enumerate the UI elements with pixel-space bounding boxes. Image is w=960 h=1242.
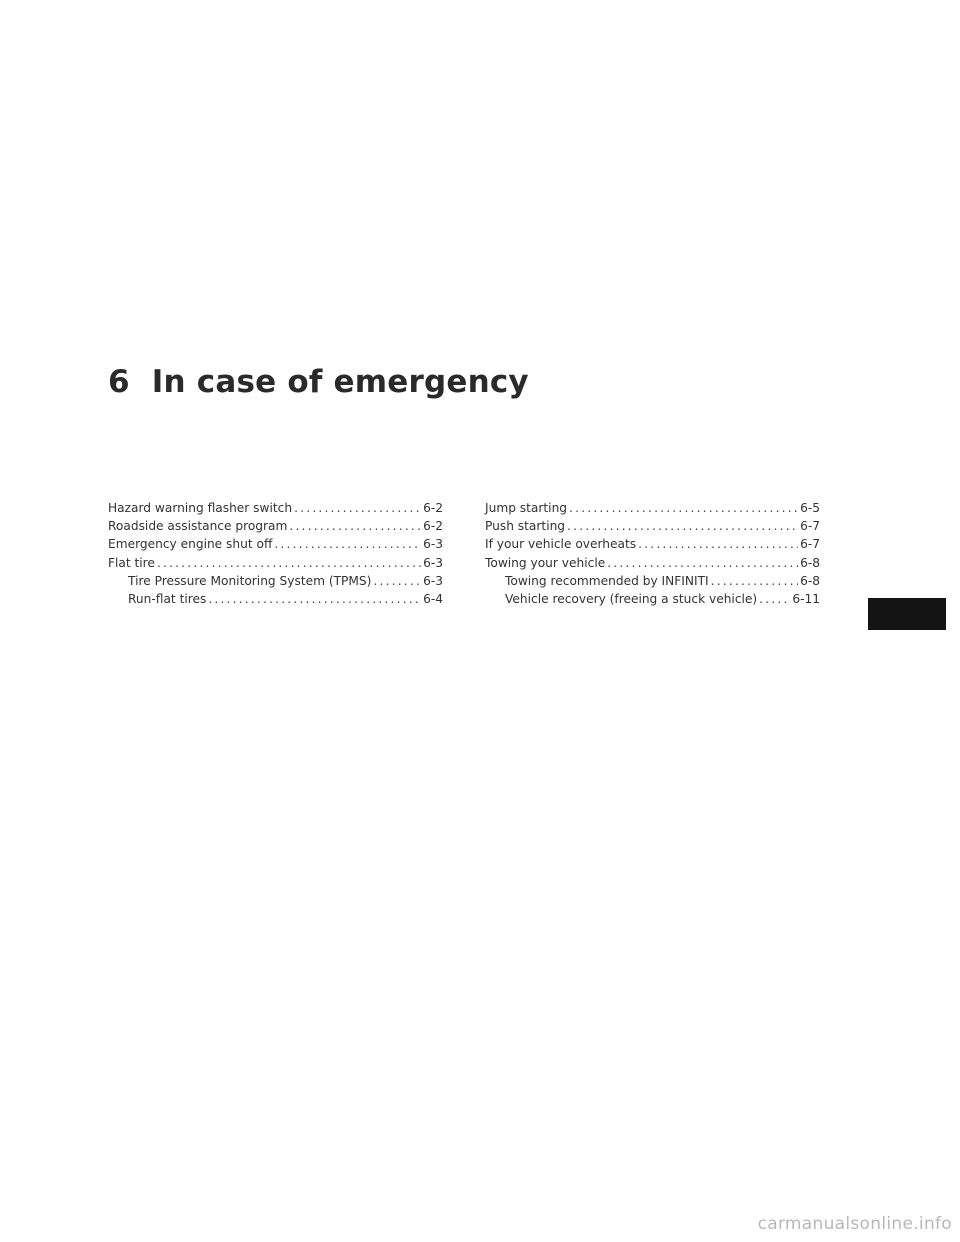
toc-left-column bbox=[108, 499, 443, 608]
toc-entry-page: 6-11 bbox=[792, 591, 820, 606]
toc-entry[interactable] bbox=[108, 499, 443, 517]
toc-subentry[interactable] bbox=[108, 590, 443, 608]
toc-entry-label: Towing your vehicle bbox=[485, 555, 606, 570]
toc-entry-label: Hazard warning flasher switch bbox=[108, 501, 293, 515]
toc-subentry[interactable] bbox=[485, 590, 820, 608]
toc-entry-page: 6-2 bbox=[423, 519, 443, 534]
toc-leader-dots bbox=[294, 499, 421, 517]
chapter-side-tab bbox=[868, 598, 946, 630]
toc-leader-dots bbox=[607, 554, 798, 572]
toc-entry-page: 6-3 bbox=[423, 573, 443, 588]
toc-entry-label: Emergency engine shut off bbox=[108, 537, 273, 552]
toc-leader-dots bbox=[638, 535, 798, 553]
toc-entry-label: Run-flat tires bbox=[128, 591, 207, 606]
toc-subentry[interactable] bbox=[108, 572, 443, 590]
toc-entry-label: Towing recommended by INFINITI bbox=[505, 573, 709, 588]
toc-leader-dots bbox=[289, 517, 421, 535]
toc-entry[interactable] bbox=[108, 554, 443, 572]
footer-watermark: carmanualsonline.info bbox=[757, 1214, 952, 1234]
toc-leader-dots bbox=[759, 590, 790, 608]
toc-entry-label: Jump starting bbox=[485, 501, 568, 515]
toc-entry-label: Flat tire bbox=[108, 555, 155, 570]
toc-leader-dots bbox=[569, 499, 798, 517]
toc-leader-dots bbox=[157, 554, 421, 572]
toc-leader-dots bbox=[274, 535, 421, 553]
toc-entry-label: If your vehicle overheats bbox=[485, 537, 637, 552]
toc-entry-page: 6-7 bbox=[800, 537, 820, 552]
toc-entry[interactable] bbox=[108, 517, 443, 535]
toc-entry-label: Roadside assistance program bbox=[108, 519, 288, 534]
toc-entry-page: 6-3 bbox=[423, 537, 443, 552]
toc-entry-page: 6-8 bbox=[800, 573, 820, 588]
toc-leader-dots bbox=[373, 572, 421, 590]
toc-entry-page: 6-8 bbox=[800, 555, 820, 570]
toc-entry[interactable] bbox=[485, 554, 820, 572]
toc-entry-label: Vehicle recovery (freeing a stuck vehicle) bbox=[505, 591, 758, 606]
chapter-number: 6 bbox=[108, 364, 130, 400]
chapter-title-text: In case of emergency bbox=[151, 364, 529, 400]
toc-entry[interactable] bbox=[485, 535, 820, 553]
toc-leader-dots bbox=[567, 517, 798, 535]
toc-entry-page: 6-4 bbox=[423, 591, 443, 606]
toc-entry-page: 6-5 bbox=[800, 501, 820, 515]
toc-entry[interactable] bbox=[485, 499, 820, 517]
toc-entry-label: Tire Pressure Monitoring System (TPMS) bbox=[128, 573, 372, 588]
toc-leader-dots bbox=[208, 590, 421, 608]
toc-entry-page: 6-3 bbox=[423, 555, 443, 570]
toc-entry-page: 6-2 bbox=[423, 501, 443, 515]
toc-right-column bbox=[485, 499, 820, 608]
toc-entry-page: 6-7 bbox=[800, 519, 820, 534]
toc-entry[interactable] bbox=[485, 517, 820, 535]
toc-leader-dots bbox=[711, 572, 798, 590]
toc-subentry[interactable] bbox=[485, 572, 820, 590]
toc-entry-label: Push starting bbox=[485, 519, 566, 534]
toc-entry[interactable] bbox=[108, 535, 443, 553]
chapter-title bbox=[108, 356, 529, 408]
